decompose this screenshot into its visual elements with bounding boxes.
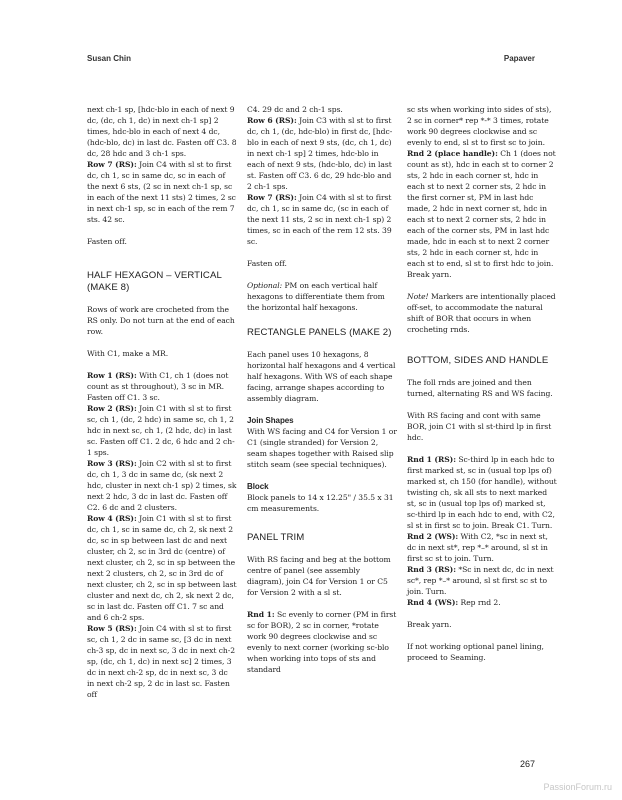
paragraph: Block panels to 14 x 12.25" / 35.5 x 31 cm measurements. xyxy=(247,493,394,513)
row-label: Row 5 (RS): xyxy=(87,624,137,633)
rnd-label: Rnd 2 (WS): xyxy=(407,532,459,541)
row-label: Row 4 (RS): xyxy=(87,514,137,523)
row-6-instruction xyxy=(247,115,397,192)
break-yarn-note: Break yarn. xyxy=(407,620,452,629)
rnd-label: Rnd 1: xyxy=(247,610,275,619)
note-label: Note! xyxy=(407,292,429,301)
section-heading-bottom-sides-handle: BOTTOM, SIDES AND HANDLE xyxy=(407,355,549,366)
rnd-text: With C2, *sc in next st, dc in next st*, rep *–* around, sl st in first sc st to join. Turn. xyxy=(407,532,548,563)
column-1 xyxy=(87,104,237,700)
fasten-off-note: Fasten off. xyxy=(247,259,287,268)
rnd-1-instruction xyxy=(407,454,557,531)
paragraph: The foll rnds are joined and then turned, alternating RS and WS facing. xyxy=(407,378,553,398)
subheading-block: Block xyxy=(247,482,269,491)
row-text: Join C4 with sl st to first sc, ch 1, 2 dc in same sc, [3 dc in next ch-3 sp, dc in next sc, 3 dc in next ch-2 sp, (dc, ch 1, dc) in next sc] 2 times, 3 dc in next ch-2 sp, dc in next sc, 3 dc in next ch-2 sp, 2 dc in last sc. Fasten off xyxy=(87,624,236,699)
page-number: 267 xyxy=(519,759,535,769)
optional-label: Optional: xyxy=(247,281,283,290)
running-header xyxy=(87,54,535,68)
paragraph: With WS facing and C4 for Version 1 or C1 (single stranded) for Version 2, seam shapes together with Raised slip stitch seam (see special techniques). xyxy=(247,427,397,469)
row-text: Join C1 with sl st to first dc, ch 1, sc in same dc, ch 2, sk next 2 dc, sc in sp between last dc and next cluster, ch 2, sc in 3rd dc (centre) of next cluster, ch 2, sc in sp between the next 2 clusters, ch 2, sc in 3rd dc of next cluster, ch 2, sc in sp between last cluster and next dc, ch 2, sk next 2 dc, sc in last dc. Fasten off C1. 7 sc and and 6 ch-2 sps. xyxy=(87,514,237,622)
paragraph: With C1, make a MR. xyxy=(87,349,169,358)
row-3-instruction xyxy=(87,458,237,513)
row-label: Row 1 (RS): xyxy=(87,371,137,380)
row-7-instruction xyxy=(247,192,397,247)
paragraph: Each panel uses 10 hexagons, 8 horizontal half hexagons and 4 vertical half hexagons. With WS of each shape facing, arrange shapes according to assembly diagram. xyxy=(247,350,396,403)
rnd-2-instruction xyxy=(407,148,557,280)
row-text: Join C2 with sl st to first dc, ch 1, 3 dc in same dc, (sk next 2 hdc, cluster in next ch-1 sp) 2 times, sk next 2 hdc, 3 dc in last dc. Fasten off C2. 6 dc and 2 clusters. xyxy=(87,459,237,512)
rnd-text: *Sc in next dc, dc in next sc*, rep *–* around, sl st first sc st to join. Turn. xyxy=(407,565,554,596)
rnd-label: Rnd 1 (RS): xyxy=(407,455,456,464)
section-heading-rectangle-panels: RECTANGLE PANELS (MAKE 2) xyxy=(247,327,392,338)
rnd-2-instruction xyxy=(407,531,557,564)
paragraph: next ch-1 sp, [hdc-blo in each of next 9 dc, (dc, ch 1, dc) in next ch-1 sp] 2 times, hdc-blo in each of next 4 dc, (hdc-blo, dc) in last dc. Fasten off C3. 8 dc, 28 hdc and 3 ch-1 sps. xyxy=(87,105,237,158)
row-text: Join C3 with sl st to first dc, ch 1, (dc, hdc-blo) in first dc, [hdc-blo in each of next 9 sts, (dc, ch 1, dc) in next ch-1 sp] 2 times, hdc-blo in each of next 9 sts, (hdc-blo, dc) in last st. Fasten off C3. 6 dc, 29 hdc-blo and 2 ch-1 sps. xyxy=(247,116,393,191)
row-label: Row 6 (RS): xyxy=(247,116,297,125)
paragraph: With RS facing and beg at the bottom centre of panel (see assembly diagram), join C4 for Version 1 or C5 for Version 2 with a sl st. xyxy=(247,555,391,597)
row-4-instruction xyxy=(87,513,237,623)
section-heading-half-hexagon-vertical: HALF HEXAGON – VERTICAL (MAKE 8) xyxy=(87,270,222,293)
row-text: With C1, ch 1 (does not count as st throughout), 3 sc in MR. Fasten off C1. 3 sc. xyxy=(87,371,229,402)
row-2-instruction xyxy=(87,403,237,458)
section-heading-panel-trim: PANEL TRIM xyxy=(247,532,305,543)
watermark: PassionForum.ru xyxy=(543,782,612,792)
optional-text: PM on each vertical half hexagons to differentiate them from the horizontal half hexagons. xyxy=(247,281,385,312)
fasten-off-note: Fasten off. xyxy=(87,237,127,246)
rnd-label: Rnd 4 (WS): xyxy=(407,598,459,607)
row-5-instruction xyxy=(87,623,237,700)
row-label: Row 2 (RS): xyxy=(87,404,137,413)
note xyxy=(407,291,557,335)
rnd-4-instruction xyxy=(407,597,557,608)
subheading-join-shapes: Join Shapes xyxy=(247,416,294,425)
row-text: Join C4 with sl st to first dc, ch 1, sc in same dc, sc in each of the next 6 sts, (2 sc in next ch-1 sp, sc in each of the next 11 sts) 2 times, 2 sc in next ch-1 sp, sc in each of the rem 7 sts. 42 sc. xyxy=(87,160,236,224)
row-text: Join C1 with sl st to first sc, ch 1, (dc, 2 hdc) in same sc, ch 1, 2 hdc in next sc, ch 1, (2 hdc, dc) in last sc. Fasten off C1. 2 dc, 6 hdc and 2 ch-1 sps. xyxy=(87,404,235,457)
rnd-label: Rnd 3 (RS): xyxy=(407,565,456,574)
rnd-text: Rep rnd 2. xyxy=(458,598,501,607)
row-7-instruction xyxy=(87,159,237,225)
author-name: Susan Chin xyxy=(87,54,132,63)
row-label: Row 3 (RS): xyxy=(87,459,137,468)
column-2 xyxy=(247,104,397,675)
paragraph: Rows of work are crocheted from the RS only. Do not turn at the end of each row. xyxy=(87,305,235,336)
column-3 xyxy=(407,104,557,674)
rnd-text: Sc evenly to corner (PM in first sc for BOR), 2 sc in corner, *rotate work 90 degrees clockwise and sc evenly to next corner (working sc-blo when working into tops of sts and standard xyxy=(247,610,397,674)
row-1-instruction xyxy=(87,370,237,403)
note-text: Markers are intentionally placed off-set, to accommodate the natural shift of BOR that occurs in when crocheting rnds. xyxy=(407,292,556,334)
row-text: Join C4 with sl st to first dc, ch 1, sc in same dc, (sc in each of the next 11 sts, 2 sc in next ch-1 sp) 2 times, sc in each of the rem 12 sts. 39 sc. xyxy=(247,193,392,246)
rnd-text: Sc-third lp in each hdc to first marked st, sc in (usual top lps of) marked st, ch 150 (for handle), without twisting ch, sk all sts to next marked st, sc in (usual top lps of) marked st, sc-third lp in each hdc to end, with C2, sl st in first sc to join. Break C1. Turn. xyxy=(407,455,557,530)
rnd-1-instruction xyxy=(247,609,397,675)
row-label: Row 7 (RS): xyxy=(247,193,297,202)
paragraph: If not working optional panel lining, proceed to Seaming. xyxy=(407,642,544,662)
paragraph: sc sts when working into sides of sts), 2 sc in corner* rep *-* 3 times, rotate work 90 degrees clockwise and sc evenly to end, sl st to first sc to join. xyxy=(407,105,552,147)
paragraph: With RS facing and cont with same BOR, join C1 with sl st-third lp in first hdc. xyxy=(407,411,552,442)
rnd-3-instruction xyxy=(407,564,557,597)
paragraph: C4. 29 dc and 2 ch-1 sps. xyxy=(247,105,343,114)
row-label: Row 7 (RS): xyxy=(87,160,137,169)
optional-note xyxy=(247,280,397,313)
pattern-name: Papaver xyxy=(503,54,535,63)
rnd-text: Ch 1 (does not count as st), hdc in each st to corner 2 sts, 2 hdc in each corner st, hdc in each st to next 2 corner sts, 2 hdc in the first corner st, PM in last hdc made, 2 hdc in next corner st, hdc in each st to next 2 corner sts, 2 hdc in each of the corner sts, PM in last hdc made, hdc in each st to next 2 corner sts, 2 hdc in each corner st, hdc in each st to end, sl st to first hdc to join. Break yarn. xyxy=(407,149,556,279)
rnd-label: Rnd 2 (place handle): xyxy=(407,149,498,158)
